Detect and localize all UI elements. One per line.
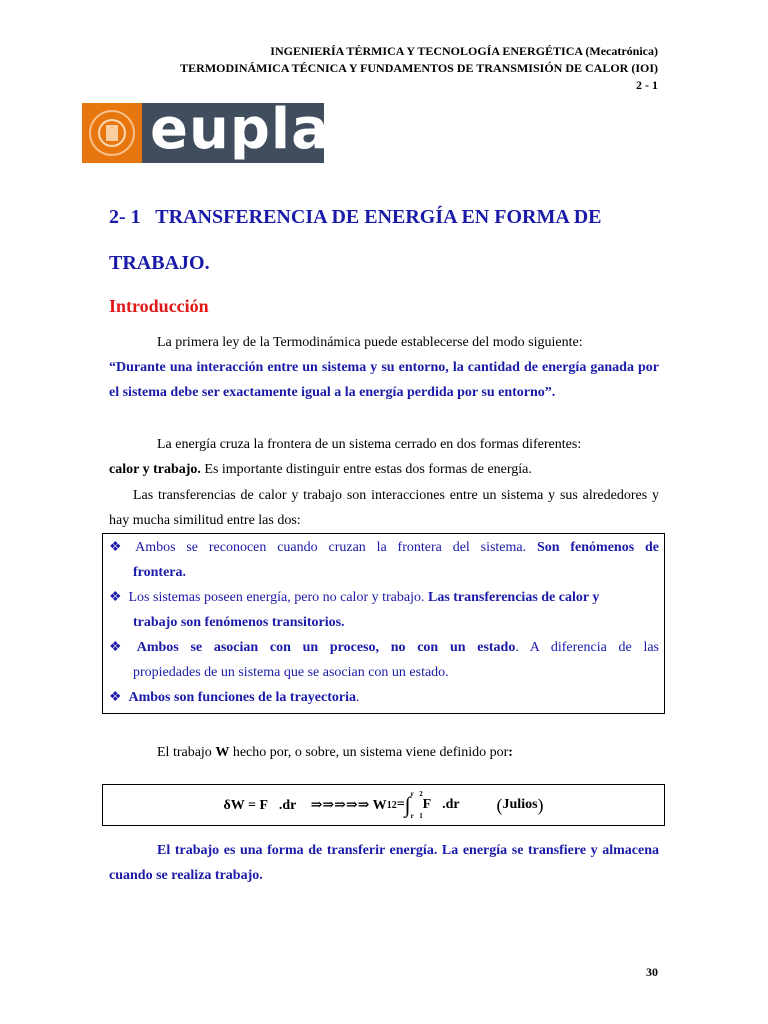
- page-number: 30: [646, 965, 658, 979]
- bullet-item: ❖ Ambos se asocian con un proceso, no con un estado. A diferencia de las: [109, 635, 659, 660]
- energy-forms-paragraph: La energía cruza la frontera de un sistema cerrado en dos formas diferentes:: [157, 437, 582, 452]
- logo-wordmark: eupla: [142, 103, 324, 163]
- header-section-number: 2 - 1: [636, 78, 658, 92]
- bullet-item-cont: propiedades de un sistema que se asocian con un estado.: [133, 665, 449, 680]
- diamond-bullet-icon: ❖: [109, 690, 122, 705]
- section-title-cont: TRABAJO.: [109, 252, 210, 274]
- similarity-paragraph: Las transferencias de calor y trabajo son interacciones entre un sistema y sus alrededores y hay mucha similitud entre las dos:: [109, 488, 659, 528]
- diamond-bullet-icon: ❖: [109, 540, 122, 555]
- energy-forms-paragraph-cont: calor y trabajo. Es importante distinguir entre estas dos formas de energía.: [109, 462, 532, 477]
- bullet-item: ❖ Ambos son funciones de la trayectoria.: [109, 685, 659, 710]
- bullet-item-cont: trabajo son fenómenos transitorios.: [133, 615, 345, 630]
- work-definition-text: El trabajo W hecho por, o sobre, un sistema viene definido por:: [157, 745, 513, 760]
- first-law-paragraph: La primera ley de la Termodinámica puede establecerse del modo siguiente:: [157, 335, 583, 350]
- header-course: INGENIERÍA TÉRMICA Y TECNOLOGÍA ENERGÉTICA (Mecatrónica): [270, 44, 658, 58]
- integral-sign: ∫ r⃗2 r⃗1: [404, 790, 423, 820]
- eupla-logo: [82, 97, 330, 163]
- first-law-quote: “Durante una interacción entre un sistema y su entorno, la cantidad de energía ganada por el sistema debe ser exactamente igual a la energía perdida por su entorno”.: [109, 360, 659, 400]
- diamond-bullet-icon: ❖: [109, 640, 122, 655]
- university-seal-icon: [82, 103, 142, 163]
- bullet-item-cont: frontera.: [133, 565, 186, 580]
- section-title: 2- 1 TRANSFERENCIA DE ENERGÍA EN FORMA DE: [109, 206, 602, 228]
- diamond-bullet-icon: ❖: [109, 590, 122, 605]
- header-subject: TERMODINÁMICA TÉCNICA Y FUNDAMENTOS DE TRANSMISIÓN DE CALOR (IOI): [180, 61, 658, 75]
- intro-heading: Introducción: [109, 296, 209, 316]
- bullet-item: ❖ Ambos se reconocen cuando cruzan la frontera del sistema. Son fenómenos de: [109, 535, 659, 560]
- closing-paragraph: El trabajo es una forma de transferir energía. La energía se transfiere y almacena cuando se realiza trabajo.: [109, 843, 659, 883]
- work-equation: δW = F⃗.dr⃗ ⇒⇒⇒⇒⇒ W 12 = ∫ r⃗2 r⃗1 F⃗.dr⃗ ( Julios ): [223, 790, 544, 820]
- bullet-item: ❖ Los sistemas poseen energía, pero no calor y trabajo. Las transferencias de calor y: [109, 585, 659, 610]
